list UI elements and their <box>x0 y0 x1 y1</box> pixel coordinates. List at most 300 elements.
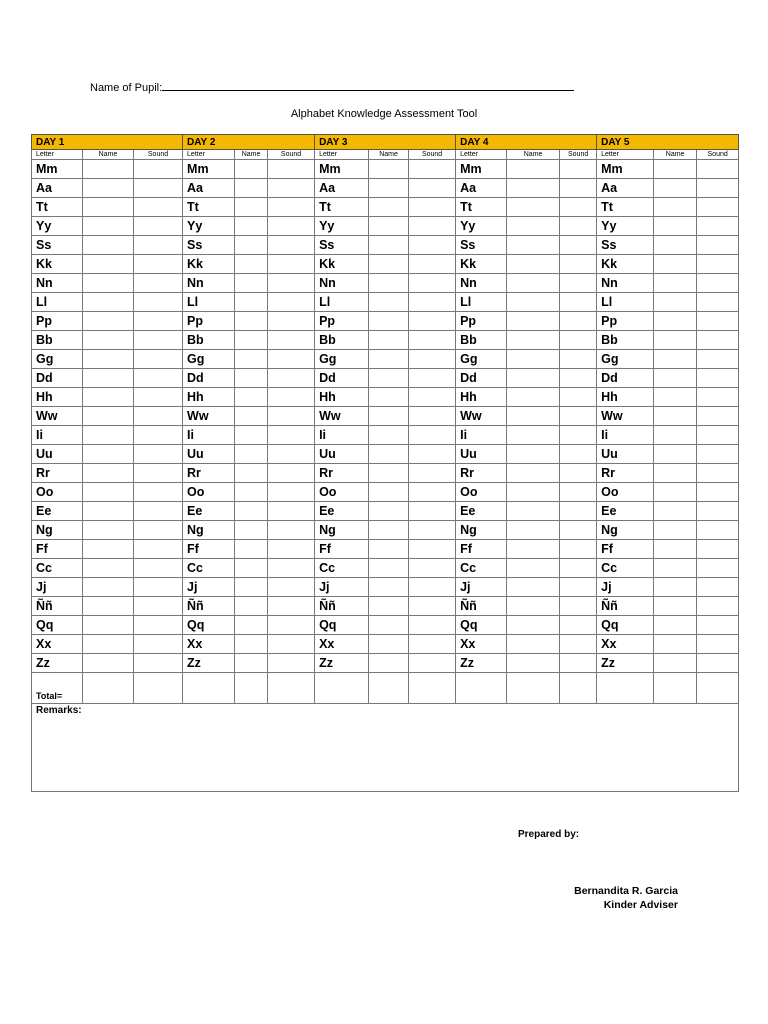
sound-check-cell[interactable] <box>268 350 315 369</box>
name-check-cell[interactable] <box>507 350 560 369</box>
name-check-cell[interactable] <box>235 540 268 559</box>
name-check-cell[interactable] <box>507 464 560 483</box>
sound-check-cell[interactable] <box>560 236 597 255</box>
name-check-cell[interactable] <box>507 578 560 597</box>
name-check-cell[interactable] <box>654 597 697 616</box>
name-check-cell[interactable] <box>369 578 409 597</box>
sound-check-cell[interactable] <box>560 407 597 426</box>
name-check-cell[interactable] <box>83 559 134 578</box>
name-check-cell[interactable] <box>507 635 560 654</box>
name-check-cell[interactable] <box>83 388 134 407</box>
sound-check-cell[interactable] <box>560 331 597 350</box>
sound-check-cell[interactable] <box>268 255 315 274</box>
sound-check-cell[interactable] <box>134 616 183 635</box>
name-check-cell[interactable] <box>654 255 697 274</box>
day-header-4: DAY 4 <box>456 135 597 150</box>
name-check-cell[interactable] <box>83 179 134 198</box>
sound-check-cell[interactable] <box>409 274 456 293</box>
letter-cell: Jj <box>456 578 507 597</box>
name-check-cell[interactable] <box>235 445 268 464</box>
name-check-cell[interactable] <box>369 540 409 559</box>
sound-check-cell[interactable] <box>134 255 183 274</box>
name-check-cell[interactable] <box>369 521 409 540</box>
name-check-cell[interactable] <box>369 255 409 274</box>
name-check-cell[interactable] <box>235 483 268 502</box>
sound-check-cell[interactable] <box>268 179 315 198</box>
sound-check-cell[interactable] <box>560 559 597 578</box>
name-check-cell[interactable] <box>654 464 697 483</box>
sound-check-cell[interactable] <box>409 293 456 312</box>
name-check-cell[interactable] <box>369 179 409 198</box>
sound-check-cell[interactable] <box>268 654 315 673</box>
name-check-cell[interactable] <box>369 445 409 464</box>
name-check-cell[interactable] <box>83 255 134 274</box>
sound-check-cell[interactable] <box>268 578 315 597</box>
sound-check-cell[interactable] <box>560 464 597 483</box>
sound-check-cell[interactable] <box>409 179 456 198</box>
name-check-cell[interactable] <box>654 274 697 293</box>
name-check-cell[interactable] <box>235 502 268 521</box>
sound-check-cell[interactable] <box>697 369 739 388</box>
sound-check-cell[interactable] <box>409 635 456 654</box>
name-check-cell[interactable] <box>369 597 409 616</box>
sound-check-cell[interactable] <box>560 521 597 540</box>
name-check-cell[interactable] <box>507 426 560 445</box>
name-check-cell[interactable] <box>235 293 268 312</box>
sound-check-cell[interactable] <box>134 198 183 217</box>
sound-check-cell[interactable] <box>134 540 183 559</box>
sound-check-cell[interactable] <box>134 312 183 331</box>
sound-check-cell[interactable] <box>134 483 183 502</box>
sound-check-cell[interactable] <box>268 369 315 388</box>
pupil-name-blank[interactable] <box>162 80 574 91</box>
name-check-cell[interactable] <box>83 540 134 559</box>
name-check-cell[interactable] <box>83 597 134 616</box>
name-check-cell[interactable] <box>654 331 697 350</box>
name-check-cell[interactable] <box>507 502 560 521</box>
name-check-cell[interactable] <box>235 350 268 369</box>
sound-check-cell[interactable] <box>409 483 456 502</box>
sound-check-cell[interactable] <box>268 217 315 236</box>
sound-check-cell[interactable] <box>560 274 597 293</box>
sound-check-cell[interactable] <box>697 597 739 616</box>
name-check-cell[interactable] <box>369 616 409 635</box>
name-check-cell[interactable] <box>507 312 560 331</box>
name-check-cell[interactable] <box>83 464 134 483</box>
sound-check-cell[interactable] <box>268 198 315 217</box>
sound-check-cell[interactable] <box>268 559 315 578</box>
remarks-field[interactable]: Remarks: <box>32 704 739 792</box>
total-name-cell[interactable] <box>654 673 697 704</box>
name-check-cell[interactable] <box>83 274 134 293</box>
name-check-cell[interactable] <box>235 597 268 616</box>
letter-cell: Ii <box>183 426 235 445</box>
name-check-cell[interactable] <box>369 331 409 350</box>
sound-check-cell[interactable] <box>134 236 183 255</box>
sound-check-cell[interactable] <box>560 369 597 388</box>
name-check-cell[interactable] <box>369 236 409 255</box>
name-check-cell[interactable] <box>507 559 560 578</box>
letter-row <box>32 179 739 198</box>
sound-check-cell[interactable] <box>560 198 597 217</box>
letter-cell: Ññ <box>183 597 235 616</box>
name-check-cell[interactable] <box>654 559 697 578</box>
name-check-cell[interactable] <box>507 654 560 673</box>
name-check-cell[interactable] <box>83 217 134 236</box>
name-check-cell[interactable] <box>235 559 268 578</box>
name-check-cell[interactable] <box>507 198 560 217</box>
sound-check-cell[interactable] <box>409 464 456 483</box>
name-check-cell[interactable] <box>369 217 409 236</box>
name-check-cell[interactable] <box>507 179 560 198</box>
name-check-cell[interactable] <box>235 160 268 179</box>
sound-check-cell[interactable] <box>560 616 597 635</box>
name-check-cell[interactable] <box>654 540 697 559</box>
name-check-cell[interactable] <box>235 654 268 673</box>
sound-check-cell[interactable] <box>268 521 315 540</box>
sound-check-cell[interactable] <box>134 654 183 673</box>
name-check-cell[interactable] <box>83 654 134 673</box>
name-check-cell[interactable] <box>235 255 268 274</box>
sound-check-cell[interactable] <box>697 464 739 483</box>
sound-check-cell[interactable] <box>409 521 456 540</box>
sound-check-cell[interactable] <box>697 312 739 331</box>
sound-check-cell[interactable] <box>697 350 739 369</box>
sound-check-cell[interactable] <box>560 160 597 179</box>
name-check-cell[interactable] <box>507 521 560 540</box>
name-check-cell[interactable] <box>83 369 134 388</box>
name-check-cell[interactable] <box>83 312 134 331</box>
name-check-cell[interactable] <box>507 407 560 426</box>
sound-check-cell[interactable] <box>560 654 597 673</box>
sound-check-cell[interactable] <box>268 407 315 426</box>
sound-check-cell[interactable] <box>697 445 739 464</box>
name-check-cell[interactable] <box>654 236 697 255</box>
name-check-cell[interactable] <box>235 179 268 198</box>
name-check-cell[interactable] <box>507 388 560 407</box>
sound-check-cell[interactable] <box>697 521 739 540</box>
sound-check-cell[interactable] <box>560 540 597 559</box>
sound-check-cell[interactable] <box>697 407 739 426</box>
letter-cell: Dd <box>456 369 507 388</box>
name-check-cell[interactable] <box>369 160 409 179</box>
sound-check-cell[interactable] <box>134 388 183 407</box>
name-check-cell[interactable] <box>235 331 268 350</box>
name-check-cell[interactable] <box>654 217 697 236</box>
name-check-cell[interactable] <box>654 654 697 673</box>
name-check-cell[interactable] <box>654 616 697 635</box>
name-check-cell[interactable] <box>369 274 409 293</box>
name-check-cell[interactable] <box>83 198 134 217</box>
sound-check-cell[interactable] <box>697 654 739 673</box>
sound-check-cell[interactable] <box>134 635 183 654</box>
name-check-cell[interactable] <box>83 521 134 540</box>
sound-check-cell[interactable] <box>409 331 456 350</box>
sound-check-cell[interactable] <box>697 198 739 217</box>
letter-cell: Yy <box>32 217 83 236</box>
day-header-5: DAY 5 <box>597 135 739 150</box>
name-check-cell[interactable] <box>83 502 134 521</box>
sound-check-cell[interactable] <box>134 274 183 293</box>
letter-cell: Mm <box>32 160 83 179</box>
name-check-cell[interactable] <box>369 198 409 217</box>
sound-check-cell[interactable] <box>697 559 739 578</box>
total-name-cell[interactable] <box>83 673 134 704</box>
name-check-cell[interactable] <box>235 312 268 331</box>
sound-check-cell[interactable] <box>697 616 739 635</box>
sound-check-cell[interactable] <box>560 445 597 464</box>
name-check-cell[interactable] <box>369 426 409 445</box>
sound-check-cell[interactable] <box>560 635 597 654</box>
sound-check-cell[interactable] <box>409 426 456 445</box>
name-check-cell[interactable] <box>654 578 697 597</box>
sound-check-cell[interactable] <box>134 293 183 312</box>
total-sound-cell[interactable] <box>697 673 739 704</box>
sound-check-cell[interactable] <box>134 217 183 236</box>
name-check-cell[interactable] <box>83 445 134 464</box>
sound-check-cell[interactable] <box>560 179 597 198</box>
letter-cell: Tt <box>456 198 507 217</box>
name-check-cell[interactable] <box>235 635 268 654</box>
sound-check-cell[interactable] <box>134 502 183 521</box>
sound-check-cell[interactable] <box>697 236 739 255</box>
sound-check-cell[interactable] <box>697 331 739 350</box>
sound-check-cell[interactable] <box>697 483 739 502</box>
total-name-cell[interactable] <box>235 673 268 704</box>
name-check-cell[interactable] <box>83 483 134 502</box>
sound-check-cell[interactable] <box>697 540 739 559</box>
sound-check-cell[interactable] <box>409 502 456 521</box>
name-column-header: Name <box>235 150 268 160</box>
sound-check-cell[interactable] <box>409 198 456 217</box>
sound-check-cell[interactable] <box>560 426 597 445</box>
name-check-cell[interactable] <box>369 350 409 369</box>
name-check-cell[interactable] <box>83 635 134 654</box>
name-check-cell[interactable] <box>235 198 268 217</box>
sound-check-cell[interactable] <box>134 331 183 350</box>
name-check-cell[interactable] <box>369 635 409 654</box>
sound-check-cell[interactable] <box>134 464 183 483</box>
name-check-cell[interactable] <box>654 369 697 388</box>
sound-check-cell[interactable] <box>560 217 597 236</box>
name-check-cell[interactable] <box>235 388 268 407</box>
name-check-cell[interactable] <box>235 464 268 483</box>
name-check-cell[interactable] <box>369 312 409 331</box>
letter-cell: Tt <box>597 198 654 217</box>
total-sound-cell[interactable] <box>134 673 183 704</box>
name-check-cell[interactable] <box>654 312 697 331</box>
letter-cell: Ll <box>183 293 235 312</box>
name-check-cell[interactable] <box>654 160 697 179</box>
sound-check-cell[interactable] <box>409 559 456 578</box>
name-check-cell[interactable] <box>654 293 697 312</box>
sound-check-cell[interactable] <box>560 293 597 312</box>
sound-check-cell[interactable] <box>697 179 739 198</box>
prepared-by-label: Prepared by: <box>518 829 580 840</box>
sound-check-cell[interactable] <box>134 445 183 464</box>
sound-check-cell[interactable] <box>409 217 456 236</box>
name-check-cell[interactable] <box>83 578 134 597</box>
sound-check-cell[interactable] <box>409 369 456 388</box>
sound-check-cell[interactable] <box>268 293 315 312</box>
sound-check-cell[interactable] <box>268 274 315 293</box>
sound-check-cell[interactable] <box>409 350 456 369</box>
sound-check-cell[interactable] <box>560 255 597 274</box>
sound-check-cell[interactable] <box>697 502 739 521</box>
sound-check-cell[interactable] <box>697 635 739 654</box>
name-check-cell[interactable] <box>654 350 697 369</box>
sound-check-cell[interactable] <box>697 217 739 236</box>
name-check-cell[interactable] <box>369 559 409 578</box>
sound-check-cell[interactable] <box>560 483 597 502</box>
name-check-cell[interactable] <box>369 654 409 673</box>
name-check-cell[interactable] <box>507 293 560 312</box>
sound-check-cell[interactable] <box>560 502 597 521</box>
name-check-cell[interactable] <box>507 255 560 274</box>
name-check-cell[interactable] <box>369 483 409 502</box>
name-check-cell[interactable] <box>654 179 697 198</box>
sound-check-cell[interactable] <box>268 502 315 521</box>
name-check-cell[interactable] <box>507 483 560 502</box>
sound-check-cell[interactable] <box>134 160 183 179</box>
name-check-cell[interactable] <box>654 521 697 540</box>
sound-check-cell[interactable] <box>409 445 456 464</box>
sound-check-cell[interactable] <box>268 616 315 635</box>
sound-check-cell[interactable] <box>134 350 183 369</box>
name-check-cell[interactable] <box>83 407 134 426</box>
sound-check-cell[interactable] <box>697 293 739 312</box>
sound-check-cell[interactable] <box>268 464 315 483</box>
name-check-cell[interactable] <box>507 274 560 293</box>
name-check-cell[interactable] <box>507 236 560 255</box>
sound-check-cell[interactable] <box>409 160 456 179</box>
sound-check-cell[interactable] <box>268 312 315 331</box>
name-check-cell[interactable] <box>83 426 134 445</box>
sound-check-cell[interactable] <box>409 236 456 255</box>
total-sound-cell[interactable] <box>268 673 315 704</box>
name-check-cell[interactable] <box>507 369 560 388</box>
sound-check-cell[interactable] <box>134 407 183 426</box>
sound-check-cell[interactable] <box>560 350 597 369</box>
name-check-cell[interactable] <box>83 236 134 255</box>
name-check-cell[interactable] <box>654 635 697 654</box>
sound-check-cell[interactable] <box>268 635 315 654</box>
sound-check-cell[interactable] <box>409 540 456 559</box>
sound-check-cell[interactable] <box>697 255 739 274</box>
sound-check-cell[interactable] <box>409 654 456 673</box>
sound-check-cell[interactable] <box>697 578 739 597</box>
name-check-cell[interactable] <box>507 616 560 635</box>
name-check-cell[interactable] <box>507 331 560 350</box>
sound-check-cell[interactable] <box>134 578 183 597</box>
name-check-cell[interactable] <box>369 369 409 388</box>
name-check-cell[interactable] <box>654 198 697 217</box>
sound-check-cell[interactable] <box>560 388 597 407</box>
total-sound-cell[interactable] <box>560 673 597 704</box>
name-check-cell[interactable] <box>235 426 268 445</box>
name-check-cell[interactable] <box>654 407 697 426</box>
name-check-cell[interactable] <box>235 217 268 236</box>
name-check-cell[interactable] <box>654 426 697 445</box>
letter-cell: Ss <box>456 236 507 255</box>
sound-check-cell[interactable] <box>697 426 739 445</box>
sound-check-cell[interactable] <box>697 160 739 179</box>
sound-check-cell[interactable] <box>409 578 456 597</box>
name-check-cell[interactable] <box>369 388 409 407</box>
sound-check-cell[interactable] <box>134 597 183 616</box>
name-check-cell[interactable] <box>83 160 134 179</box>
sound-check-cell[interactable] <box>409 388 456 407</box>
sound-check-cell[interactable] <box>134 179 183 198</box>
name-check-cell[interactable] <box>235 369 268 388</box>
name-check-cell[interactable] <box>83 331 134 350</box>
name-check-cell[interactable] <box>235 236 268 255</box>
sound-check-cell[interactable] <box>268 388 315 407</box>
name-check-cell[interactable] <box>369 464 409 483</box>
name-check-cell[interactable] <box>235 407 268 426</box>
sound-check-cell[interactable] <box>268 160 315 179</box>
name-check-cell[interactable] <box>83 293 134 312</box>
sound-check-cell[interactable] <box>409 616 456 635</box>
name-check-cell[interactable] <box>507 597 560 616</box>
sound-check-cell[interactable] <box>697 388 739 407</box>
name-check-cell[interactable] <box>235 274 268 293</box>
name-check-cell[interactable] <box>654 445 697 464</box>
name-check-cell[interactable] <box>507 540 560 559</box>
letter-cell: Oo <box>315 483 369 502</box>
name-check-cell[interactable] <box>507 217 560 236</box>
sound-check-cell[interactable] <box>268 540 315 559</box>
sound-check-cell[interactable] <box>409 255 456 274</box>
sound-check-cell[interactable] <box>560 578 597 597</box>
sound-check-cell[interactable] <box>560 597 597 616</box>
sound-check-cell[interactable] <box>268 445 315 464</box>
name-check-cell[interactable] <box>654 502 697 521</box>
sound-check-cell[interactable] <box>268 331 315 350</box>
sound-check-cell[interactable] <box>268 426 315 445</box>
name-check-cell[interactable] <box>235 616 268 635</box>
sound-check-cell[interactable] <box>134 559 183 578</box>
sound-check-cell[interactable] <box>560 312 597 331</box>
total-name-cell[interactable] <box>369 673 409 704</box>
name-check-cell[interactable] <box>507 160 560 179</box>
name-check-cell[interactable] <box>235 578 268 597</box>
name-check-cell[interactable] <box>369 293 409 312</box>
sound-check-cell[interactable] <box>268 597 315 616</box>
sound-check-cell[interactable] <box>409 407 456 426</box>
name-check-cell[interactable] <box>83 616 134 635</box>
name-check-cell[interactable] <box>654 388 697 407</box>
name-check-cell[interactable] <box>507 445 560 464</box>
letter-cell: Ii <box>597 426 654 445</box>
sound-check-cell[interactable] <box>134 521 183 540</box>
name-check-cell[interactable] <box>369 407 409 426</box>
sound-check-cell[interactable] <box>268 483 315 502</box>
letter-cell: Oo <box>456 483 507 502</box>
total-sound-cell[interactable] <box>409 673 456 704</box>
sound-check-cell[interactable] <box>134 369 183 388</box>
name-check-cell[interactable] <box>235 521 268 540</box>
sound-check-cell[interactable] <box>409 312 456 331</box>
total-name-cell[interactable] <box>507 673 560 704</box>
sound-check-cell[interactable] <box>697 274 739 293</box>
sound-check-cell[interactable] <box>134 426 183 445</box>
name-check-cell[interactable] <box>654 483 697 502</box>
sound-check-cell[interactable] <box>409 597 456 616</box>
name-check-cell[interactable] <box>369 502 409 521</box>
sound-check-cell[interactable] <box>268 236 315 255</box>
name-check-cell[interactable] <box>83 350 134 369</box>
